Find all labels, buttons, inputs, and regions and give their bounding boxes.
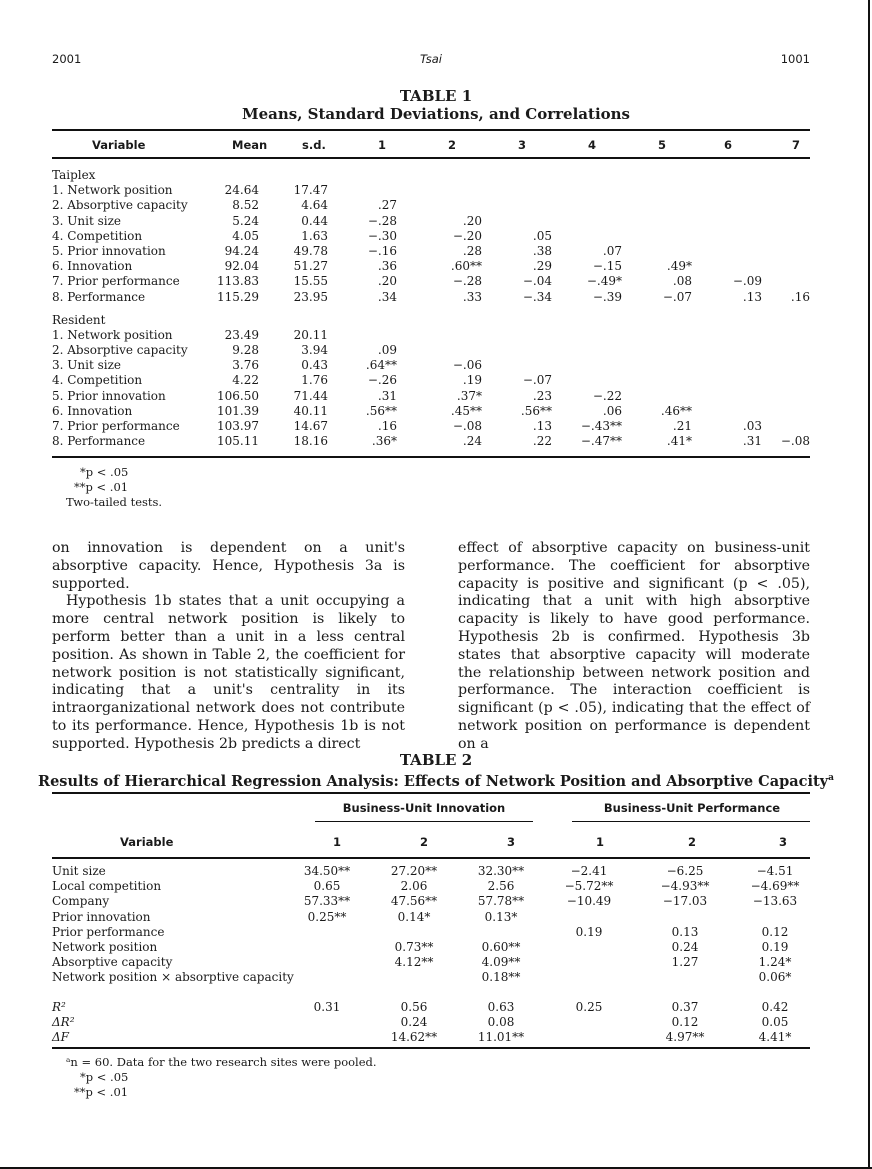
table1-mean: 23.49 xyxy=(224,327,259,342)
table2-variable: ΔR² xyxy=(52,1014,75,1029)
table1-correlation: −.28 xyxy=(367,213,397,228)
table1-header-cell: 6 xyxy=(723,138,732,152)
table2-value: 0.25** xyxy=(307,909,347,924)
table1-correlation: −.22 xyxy=(592,388,622,403)
table1-correlation: .06 xyxy=(602,403,622,418)
table1-correlation: −.04 xyxy=(522,274,552,289)
table2-col-number: 3 xyxy=(506,835,515,849)
running-head-author: Tsai xyxy=(420,52,442,66)
table1-correlation: .45** xyxy=(450,403,482,418)
table1-row xyxy=(52,419,810,434)
table1-row xyxy=(52,434,810,449)
table2-value: −4.93** xyxy=(660,879,710,894)
table1-variable: 4. Competition xyxy=(52,228,143,243)
table2-variable: Network position × absorptive capacity xyxy=(52,970,294,985)
table1-group-label xyxy=(52,313,810,328)
table2-value: 34.50** xyxy=(303,864,351,878)
table1-correlation: .60** xyxy=(450,259,482,274)
table2-value: 4.12** xyxy=(394,955,434,970)
table1-mean: 94.24 xyxy=(224,243,259,258)
table2-value: 57.78** xyxy=(477,894,525,909)
table2-value: 14.62** xyxy=(390,1029,438,1044)
table1-correlation: −.06 xyxy=(452,358,482,373)
table1-row xyxy=(52,373,810,388)
table2-value: 0.12 xyxy=(671,1014,699,1029)
table2-value: 1.27 xyxy=(671,955,699,970)
table2-top-rule xyxy=(52,792,810,794)
table2-value: 32.30** xyxy=(477,864,525,878)
table1-header-row xyxy=(52,136,810,154)
table1-correlation: −.07 xyxy=(662,289,692,304)
table2-variable: ΔF xyxy=(52,1029,69,1044)
table2-col-number: 1 xyxy=(332,835,341,849)
table2-row xyxy=(52,925,810,940)
table2-variable: Network position xyxy=(52,939,158,954)
table1-row xyxy=(52,290,810,305)
table2-value: 0.13* xyxy=(484,909,518,924)
table2-value: 0.73** xyxy=(394,939,434,954)
table1-row xyxy=(52,229,810,244)
table2-value: −2.41 xyxy=(570,864,608,878)
table2-col-number: 2 xyxy=(687,835,696,849)
table2-value: 0.25 xyxy=(575,999,603,1014)
page-number: 1001 xyxy=(780,52,810,66)
table1-variable: 1. Network position xyxy=(52,183,173,198)
table1-title: Means, Standard Deviations, and Correlations xyxy=(241,105,630,123)
table1-correlation: .56** xyxy=(365,403,397,418)
table1-variable: 8. Performance xyxy=(52,289,146,304)
table2-col-number: 3 xyxy=(778,835,787,849)
table2-value: 0.24 xyxy=(400,1014,428,1029)
table2-value: 0.18** xyxy=(481,970,521,985)
table2-value: −10.49 xyxy=(566,894,612,909)
table1-header-cell: 1 xyxy=(377,138,386,152)
table1-row xyxy=(52,214,810,229)
table1-mean: 4.05 xyxy=(232,228,259,243)
table1-sd: 23.95 xyxy=(293,289,328,304)
table1-mean: 3.76 xyxy=(232,358,259,373)
table1-correlation: −.30 xyxy=(367,228,397,243)
table2-title: Results of Hierarchical Regression Analysis: Effects of Network Position and Absorptive Capacity xyxy=(38,772,829,790)
table1 xyxy=(52,136,810,449)
table2-value: 47.56** xyxy=(390,894,438,909)
table1-sd: 0.43 xyxy=(301,358,328,373)
table2-value: −13.63 xyxy=(752,894,798,909)
table1-correlation: .16 xyxy=(790,289,810,304)
table2-row xyxy=(52,955,810,970)
table1-sd: 0.44 xyxy=(301,213,328,228)
body-left-para-2: Hypothesis 1b states that a unit occupying a more central network position is likely to perform better than a unit in a less central position. As shown in Table 2, the coefficient for network position is not statistically significant, indicating that a unit's centrality in its intraorganizational network does not contribute to its performance. Hence, Hypothesis 1b is not supported. Hypothesis 2b predicts a direct xyxy=(52,593,405,752)
table1-sd: 17.47 xyxy=(293,183,328,198)
table1-row xyxy=(52,198,810,213)
table1-variable: 3. Unit size xyxy=(52,213,121,228)
table2-row xyxy=(52,910,810,925)
table2-variable: Prior innovation xyxy=(52,909,151,924)
table2-variable: Absorptive capacity xyxy=(52,955,173,970)
table1-row xyxy=(52,389,810,404)
table1-mean: 4.22 xyxy=(232,373,259,388)
table2-row xyxy=(52,879,810,894)
table2-value: −4.69** xyxy=(750,879,800,894)
table1-correlation: −.39 xyxy=(592,289,622,304)
table1-correlation: .21 xyxy=(672,419,692,433)
table1-correlation: .41* xyxy=(666,434,692,449)
table2-value: 57.33** xyxy=(303,894,351,909)
table2-value: 0.05 xyxy=(761,1014,789,1029)
table1-correlation: .05 xyxy=(532,228,552,243)
table1-top-rule xyxy=(52,129,810,131)
table1-row xyxy=(52,328,810,343)
table2-value: 0.08 xyxy=(487,1014,515,1029)
table1-correlation: −.49* xyxy=(586,274,622,289)
table1-correlation: −.08 xyxy=(452,419,482,433)
table2-group-innovation: Business-Unit Innovation xyxy=(342,801,506,815)
table1-sd: 40.11 xyxy=(293,403,328,418)
table1-correlation: .09 xyxy=(377,343,397,358)
table1-correlation: .64** xyxy=(365,358,397,373)
table2-group-performance: Business-Unit Performance xyxy=(603,801,781,815)
table1-header-cell: s.d. xyxy=(302,138,326,152)
table1-correlation: .16 xyxy=(377,419,397,433)
table1-row xyxy=(52,244,810,259)
table1-group-label xyxy=(52,168,810,183)
table1-correlation: .31 xyxy=(742,434,762,449)
table1-mean: 115.29 xyxy=(217,289,259,304)
table2-value: 2.56 xyxy=(487,879,515,894)
table2-header-rule xyxy=(52,857,810,859)
table2-value: 0.19 xyxy=(575,924,603,939)
table1-correlation: .38 xyxy=(532,243,552,258)
table1-correlation: .20 xyxy=(377,274,397,289)
table1-correlation: −.09 xyxy=(732,274,762,289)
table1-header-cell: 4 xyxy=(587,138,596,152)
table1-variable: 8. Performance xyxy=(52,434,146,449)
table2-value: 0.24 xyxy=(671,939,699,954)
page-border-right xyxy=(868,0,870,1169)
table1-body xyxy=(52,168,810,449)
table1-correlation: .20 xyxy=(462,213,482,228)
table2-value: 0.12 xyxy=(761,924,789,939)
table1-header-cell: Variable xyxy=(92,138,146,152)
table2-row xyxy=(52,894,810,909)
table1-sd: 14.67 xyxy=(293,419,328,433)
table1-correlation: −.43** xyxy=(580,419,622,433)
table1-group-name: Taiplex xyxy=(52,168,96,182)
table2-value: −17.03 xyxy=(662,894,708,909)
body-left-column xyxy=(52,540,405,754)
body-left-para-1: on innovation is dependent on a unit's absorptive capacity. Hence, Hypothesis 3a is supported. xyxy=(52,540,405,592)
table2-value: 2.06 xyxy=(400,879,428,894)
table1-correlation: .36 xyxy=(377,259,397,274)
table1-mean: 9.28 xyxy=(232,343,259,358)
table2-value: 4.97** xyxy=(665,1029,705,1044)
table1-row xyxy=(52,183,810,198)
table1-variable: 4. Competition xyxy=(52,373,143,388)
table1-mean: 106.50 xyxy=(217,388,259,403)
table1-sd: 1.63 xyxy=(301,228,328,243)
table2-title-line xyxy=(0,769,872,791)
table2-value: 1.24* xyxy=(758,955,792,970)
table1-bottom-rule xyxy=(52,456,810,458)
table1-sd: 4.64 xyxy=(301,198,328,213)
table2-value: −6.25 xyxy=(666,864,704,878)
table1-correlation: .23 xyxy=(532,388,552,403)
table1-variable: 5. Prior innovation xyxy=(52,388,166,403)
table1-correlation: −.47** xyxy=(580,434,622,449)
table1-header-cell: Mean xyxy=(232,138,268,152)
table1-correlation: .22 xyxy=(532,434,552,449)
table1-variable: 2. Absorptive capacity xyxy=(52,343,188,358)
table1-header-cell: 2 xyxy=(447,138,456,152)
table2-value: 27.20** xyxy=(390,864,438,878)
table1-correlation: .36* xyxy=(371,434,397,449)
table2-group-rule-innovation xyxy=(315,821,533,822)
table1-row xyxy=(52,358,810,373)
table1-label: TABLE 1 xyxy=(399,87,473,105)
table1-note-p05: *p < .05 xyxy=(80,465,129,479)
table1-correlation: −.07 xyxy=(522,373,552,388)
table1-row xyxy=(52,274,810,289)
table1-row xyxy=(52,404,810,419)
table2-value: 0.13 xyxy=(671,924,699,939)
table2-row xyxy=(52,970,810,985)
table1-correlation: .56** xyxy=(520,403,552,418)
table2-value: 0.06* xyxy=(758,970,792,985)
table1-correlation: .13 xyxy=(742,289,762,304)
table1-variable: 3. Unit size xyxy=(52,358,121,373)
table2-value: 0.60** xyxy=(481,939,521,954)
table1-sd: 1.76 xyxy=(301,373,328,388)
table2-value: 0.56 xyxy=(400,999,428,1014)
table1-sd: 15.55 xyxy=(293,274,328,289)
table2-row xyxy=(52,940,810,955)
table1-correlation: .49* xyxy=(666,259,692,274)
table1-row xyxy=(52,259,810,274)
table2-col-number: 2 xyxy=(419,835,428,849)
table1-sd: 3.94 xyxy=(301,343,328,358)
table1-correlation: .24 xyxy=(462,434,482,449)
table1-variable: 6. Innovation xyxy=(52,403,133,418)
table2-col-number: 1 xyxy=(595,835,604,849)
table1-correlation: .29 xyxy=(532,259,552,274)
table1-correlation: .37* xyxy=(456,388,482,403)
table2-value: 0.65 xyxy=(313,879,341,894)
table1-correlation: .34 xyxy=(377,289,397,304)
table2-row xyxy=(52,1030,810,1045)
body-right-para: effect of absorptive capacity on business-unit performance. The coefficient for absorptive capacity is positive and significant (p < .05), indicating that a unit with high absorptive capacity is likely to have good performance. Hypothesis 2b is confirmed. Hypothesis 3b states that absorptive capacity will moderate the relationship between network position and performance. The interaction coefficient is significant (p < .05), indicating that the effect of network position on performance is dependent on a xyxy=(458,540,810,752)
table1-correlation: .03 xyxy=(742,419,762,433)
table2-group-rule-performance xyxy=(572,821,810,822)
table1-correlation: .33 xyxy=(462,289,482,304)
table2-value: 0.31 xyxy=(313,999,341,1014)
table1-mean: 24.64 xyxy=(224,183,259,198)
table2-row xyxy=(52,1015,810,1030)
table1-mean: 92.04 xyxy=(224,259,259,274)
table1-note-tails: Two-tailed tests. xyxy=(66,495,163,509)
table2-value: 0.14* xyxy=(397,909,431,924)
table1-variable: 2. Absorptive capacity xyxy=(52,198,188,213)
table1-correlation: .19 xyxy=(462,373,482,388)
table2-row xyxy=(52,1000,810,1015)
table2-label: TABLE 2 xyxy=(399,751,473,769)
table1-variable: 6. Innovation xyxy=(52,259,133,274)
table2-variable: R² xyxy=(52,999,66,1014)
table1-correlation: .08 xyxy=(672,274,692,289)
table2-value: 4.41* xyxy=(758,1029,792,1044)
table1-sd: 18.16 xyxy=(293,434,328,449)
table1-correlation: .07 xyxy=(602,243,622,258)
table1-row xyxy=(52,343,810,358)
table1-correlation: −.16 xyxy=(367,243,397,258)
table1-variable: 7. Prior performance xyxy=(52,419,180,433)
table2-value: 11.01** xyxy=(477,1029,525,1044)
table1-mean: 5.24 xyxy=(232,213,259,228)
table1-group-name: Resident xyxy=(52,312,106,327)
body-right-column xyxy=(458,540,810,754)
table1-variable: 1. Network position xyxy=(52,327,173,342)
table1-mean: 101.39 xyxy=(217,403,259,418)
table1-sd: 49.78 xyxy=(293,243,328,258)
table2-variable: Company xyxy=(52,894,110,909)
table1-correlation: .28 xyxy=(462,243,482,258)
table2-value: 0.37 xyxy=(671,999,699,1014)
running-head-year: 2001 xyxy=(52,52,82,66)
table1-header-rule xyxy=(52,157,810,159)
table2-variable: Unit size xyxy=(52,864,106,878)
table1-sd: 20.11 xyxy=(293,327,328,342)
table2-bottom-rule xyxy=(52,1047,810,1049)
table1-sd: 71.44 xyxy=(293,388,328,403)
table2-value: −4.51 xyxy=(756,864,794,878)
table1-mean: 103.97 xyxy=(217,419,259,433)
table2-title-sup: a xyxy=(828,773,834,783)
table1-correlation: .46** xyxy=(660,403,692,418)
table1-sd: 51.27 xyxy=(293,259,328,274)
table1-mean: 105.11 xyxy=(217,434,259,449)
table2-value: 0.42 xyxy=(761,999,789,1014)
table1-header-cell: 5 xyxy=(657,138,666,152)
table2-value: 4.09** xyxy=(481,955,521,970)
table1-header-cell: 7 xyxy=(791,138,800,152)
table1-mean: 8.52 xyxy=(232,198,259,213)
table1-note-p01: **p < .01 xyxy=(74,480,129,494)
table1-correlation: .13 xyxy=(532,419,552,433)
table2-note-p05: *p < .05 xyxy=(80,1070,129,1084)
table1-correlation: −.08 xyxy=(780,434,810,449)
table2-value: −5.72** xyxy=(564,879,614,894)
table1-correlation: .31 xyxy=(377,388,397,403)
table1-header-cell: 3 xyxy=(517,138,526,152)
table2-variable: Local competition xyxy=(52,879,162,894)
table1-notes xyxy=(66,465,162,510)
table2-row xyxy=(52,864,810,879)
table2-value: 0.63 xyxy=(487,999,515,1014)
table2-var-header: Variable xyxy=(120,835,174,849)
running-head xyxy=(52,52,810,70)
table1-correlation: −.28 xyxy=(452,274,482,289)
table2-note-p01: **p < .01 xyxy=(74,1085,129,1099)
table1-correlation: .27 xyxy=(377,198,397,213)
table1-correlation: −.34 xyxy=(522,289,552,304)
table1-mean: 113.83 xyxy=(217,274,259,289)
table1-correlation: −.26 xyxy=(367,373,397,388)
table1-variable: 5. Prior innovation xyxy=(52,243,166,258)
table2-variable: Prior performance xyxy=(52,924,165,939)
table2-notes xyxy=(66,1055,377,1100)
table1-correlation: −.20 xyxy=(452,228,482,243)
table1-correlation: −.15 xyxy=(592,259,622,274)
table1-variable: 7. Prior performance xyxy=(52,274,180,289)
table2-body xyxy=(52,864,810,1045)
table2-value: 0.19 xyxy=(761,939,789,954)
table2-note-n: ᵃn = 60. Data for the two research sites were pooled. xyxy=(66,1055,377,1069)
